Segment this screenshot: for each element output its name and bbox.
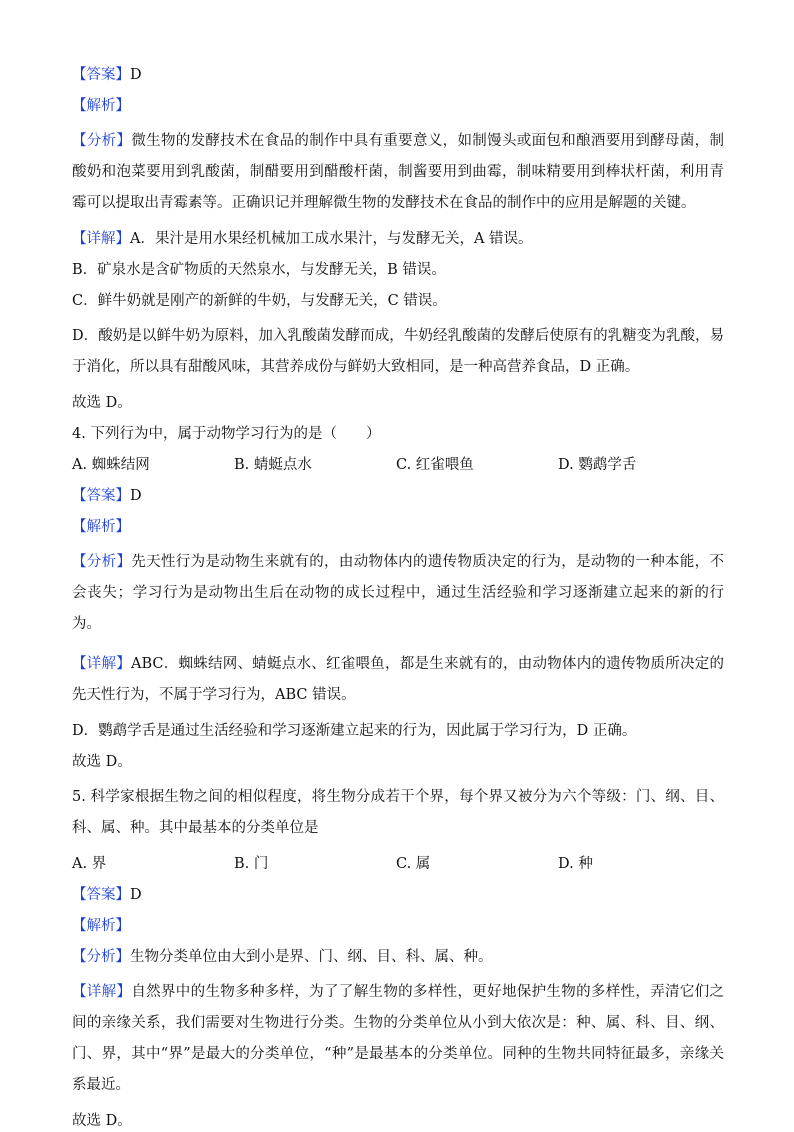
q4-fenxi [72, 547, 724, 640]
fenxi-text: 生物分类单位由大到小是界、门、纲、目、科、属、种。 [130, 949, 493, 965]
xiangjie-tag: 【详解】 [72, 656, 131, 672]
q3-line-d: D．酸奶是以鲜牛奶为原料，加入乳酸菌发酵而成，牛奶经乳酸菌的发酵后使原有的乳糖变为乳酸，易于消化，所以具有甜酸风味，其营养成份与鲜奶大致相同，是一种高营养食品，D 正确。 [72, 328, 724, 375]
answer-tag: 【答案】 [72, 887, 130, 903]
xiangjie-text: ABC．蜘蛛结网、蜻蜓点水、红雀喂鱼，都是生来就有的，由动物体内的遗传物质所决定的先天性行为，不属于学习行为，ABC 错误。 [72, 656, 724, 703]
q5-answer [72, 884, 724, 906]
answer-tag: 【答案】 [72, 67, 130, 83]
answer-value: D [130, 488, 142, 504]
q4-options [72, 454, 724, 476]
q5-option-d: D. 种 [558, 856, 593, 872]
xiangjie-text: A．果汁是用水果经机械加工成水果汁，与发酵无关，A 错误。 [130, 231, 533, 247]
fenxi-text: 微生物的发酵技术在食品的制作中具有重要意义，如制馒头或面包和酿酒要用到酵母菌，制酸奶和泡菜要用到乳酸菌，制醋要用到醋酸杆菌，制酱要用到曲霉，制味精要用到棒状杆菌，利用青霉可以提取出青霉素等。正确识记并理解微生物的发酵技术在食品的制作中的应用是解题的关键。 [72, 133, 725, 211]
q5-xiangjie [72, 977, 724, 1101]
q4-answer [72, 485, 724, 507]
q3-answer [72, 64, 724, 86]
analysis-tag: 【解析】 [72, 918, 130, 934]
q5-fenxi [72, 946, 724, 968]
q4-option-b: B. 蜻蜓点水 [234, 457, 312, 473]
q3-fenxi [72, 126, 724, 219]
q5-conclusion: 故选 D。 [72, 1113, 132, 1129]
xiangjie-tag: 【详解】 [72, 231, 130, 247]
q5-options [72, 853, 724, 875]
xiangjie-tag: 【详解】 [72, 984, 132, 1000]
xiangjie-text: 自然界中的生物多种多样，为了了解生物的多样性，更好地保护生物的多样性，弄清它们之间的亲缘关系，我们需要对生物进行分类。生物的分类单位从小到大依次是：种、属、科、目、纲、门、界，其中“界”是最大的分类单位，“种”是最基本的分类单位。同种的生物共同特征最多，亲缘关系最近。 [72, 984, 725, 1093]
q4-analysis-heading [72, 516, 724, 538]
q3-xiangjie-a [72, 228, 724, 250]
fenxi-tag: 【分析】 [72, 133, 132, 149]
q4-xiangjie [72, 649, 724, 711]
q4-option-d: D. 鹦鹉学舌 [558, 457, 637, 473]
q3-line-b: B．矿泉水是含矿物质的天然泉水，与发酵无关，B 错误。 [72, 262, 446, 278]
q5-stem: 5. 科学家根据生物之间的相似程度，将生物分成若干个界，每个界又被分为六个等级：门、纲、目、科、属、种。其中最基本的分类单位是 [72, 789, 724, 836]
q4-option-c: C. 红雀喂鱼 [396, 457, 474, 473]
fenxi-tag: 【分析】 [72, 949, 130, 965]
answer-value: D [130, 67, 142, 83]
q4-conclusion: 故选 D。 [72, 754, 132, 770]
q5-option-b: B. 门 [234, 856, 269, 872]
q5-option-c: C. 属 [396, 856, 431, 872]
q4-stem: 4. 下列行为中，属于动物学习行为的是（ ） [72, 426, 381, 442]
q4-option-a: A. 蜘蛛结网 [72, 457, 150, 473]
q4-line-d: D．鹦鹉学舌是通过生活经验和学习逐渐建立起来的行为，因此属于学习行为，D 正确。 [72, 723, 637, 739]
fenxi-text: 先天性行为是动物生来就有的，由动物体内的遗传物质决定的行为，是动物的一种本能，不会丧失；学习行为是动物出生后在动物的成长过程中，通过生活经验和学习逐渐建立起来的新的行为。 [72, 554, 725, 632]
fenxi-tag: 【分析】 [72, 554, 132, 570]
answer-tag: 【答案】 [72, 488, 130, 504]
answer-value: D [130, 887, 142, 903]
q5-option-a: A. 界 [72, 856, 107, 872]
q5-analysis-heading [72, 915, 724, 937]
q3-analysis-heading [72, 95, 724, 117]
analysis-tag: 【解析】 [72, 519, 130, 535]
analysis-tag: 【解析】 [72, 98, 130, 114]
q3-line-c: C．鲜牛奶就是刚产的新鲜的牛奶，与发酵无关，C 错误。 [72, 293, 447, 309]
q3-conclusion: 故选 D。 [72, 395, 132, 411]
